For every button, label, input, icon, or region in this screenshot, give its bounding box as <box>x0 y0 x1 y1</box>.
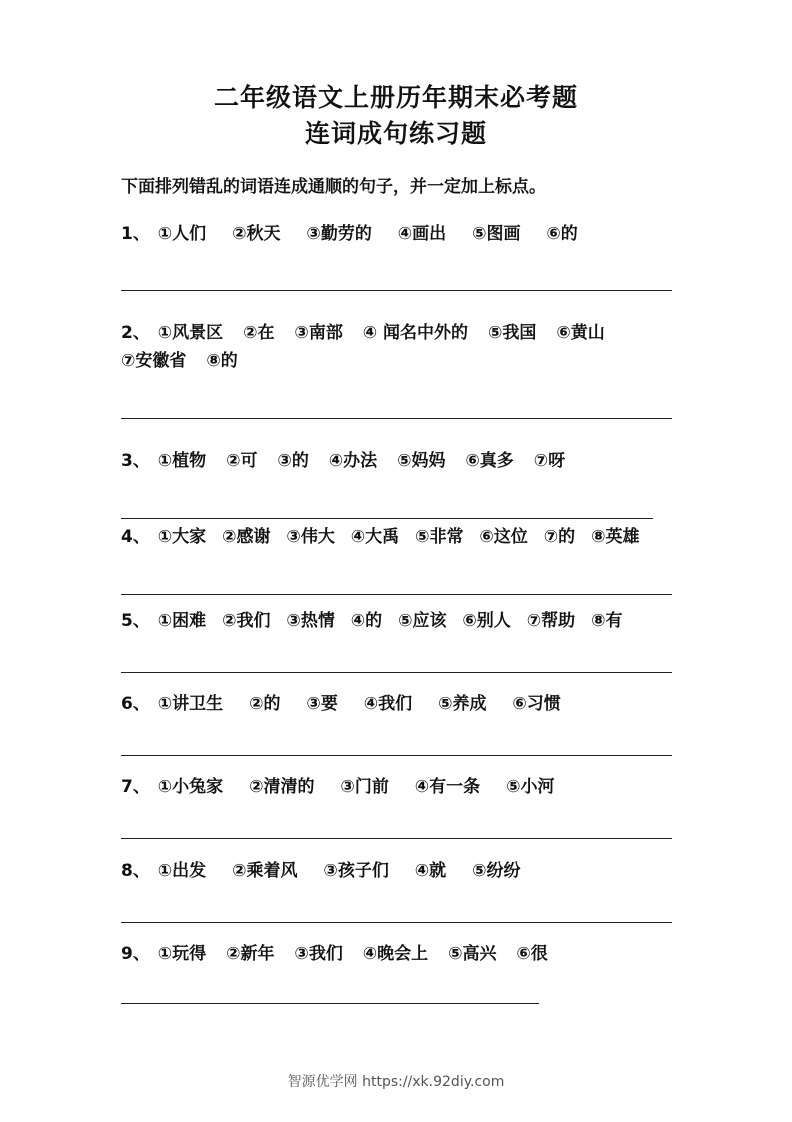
answer-line-1[interactable] <box>121 290 672 291</box>
word-item: ③南部 <box>294 323 343 343</box>
question-3 <box>121 447 681 475</box>
question-number: 8、 <box>121 861 150 881</box>
word-item: ⑤小河 <box>506 777 555 797</box>
word-item: ②可 <box>226 451 258 471</box>
question-number: 5、 <box>121 611 150 631</box>
word-item: ①植物 <box>157 451 207 471</box>
word-item: ②的 <box>249 694 281 714</box>
footer-watermark: 智源优学网 https://xk.92diy.com <box>287 1074 505 1090</box>
word-item: ④就 <box>414 861 447 881</box>
word-item: ②感谢 <box>222 527 271 547</box>
word-item: ②新年 <box>226 944 275 964</box>
word-item: ①小兔家 <box>157 777 224 797</box>
answer-line-4[interactable] <box>121 594 672 595</box>
word-item: ⑥这位 <box>479 527 528 547</box>
word-item: ④我们 <box>363 694 413 714</box>
word-item: ④的 <box>350 611 383 631</box>
question-7 <box>121 773 681 801</box>
word-item: ③热情 <box>286 611 335 631</box>
word-item: ⑥的 <box>546 224 578 244</box>
question-9 <box>121 940 681 968</box>
word-item: ⑧有 <box>591 611 623 631</box>
word-item: ①风景区 <box>157 323 224 343</box>
word-item: ②清清的 <box>249 777 315 797</box>
question-number: 3、 <box>121 451 150 471</box>
word-item: ④大禹 <box>350 527 400 547</box>
question-number: 2、 <box>121 323 150 343</box>
question-2 <box>121 319 681 375</box>
question-number: 6、 <box>121 694 150 714</box>
word-item: ①讲卫生 <box>157 694 224 714</box>
word-item: ①困难 <box>157 611 207 631</box>
question-4 <box>121 523 681 551</box>
word-item: ⑥别人 <box>462 611 511 631</box>
question-number: 7、 <box>121 777 150 797</box>
question-number: 9、 <box>121 944 150 964</box>
word-item: ②我们 <box>222 611 271 631</box>
word-item: ③的 <box>277 451 309 471</box>
word-item: ③要 <box>306 694 338 714</box>
word-item: ⑦安徽省 <box>121 351 187 371</box>
word-item: ⑥真多 <box>465 451 514 471</box>
question-5 <box>121 607 681 635</box>
question-1 <box>121 220 681 248</box>
word-item: ③我们 <box>294 944 343 964</box>
word-item: ①人们 <box>157 224 207 244</box>
word-item: ⑤纷纷 <box>472 861 521 881</box>
word-item: ③孩子们 <box>323 861 389 881</box>
word-item: ⑦呀 <box>533 451 566 471</box>
word-item: ④办法 <box>328 451 378 471</box>
word-item: ②在 <box>243 323 275 343</box>
word-item: ⑥黄山 <box>556 323 605 343</box>
word-item: ④画出 <box>397 224 447 244</box>
word-item: ⑤非常 <box>415 527 464 547</box>
answer-line-7[interactable] <box>121 838 672 839</box>
page-title: 二年级语文上册历年期末必考题 <box>213 83 578 112</box>
answer-line-3[interactable] <box>121 518 653 519</box>
question-8 <box>121 857 681 885</box>
answer-line-2[interactable] <box>121 418 672 419</box>
word-item: ④晚会上 <box>362 944 429 964</box>
word-item: ④ 闻名中外的 <box>362 323 469 343</box>
word-item: ⑤养成 <box>438 694 487 714</box>
word-item: ③勤劳的 <box>306 224 372 244</box>
page-subtitle: 连词成句练习题 <box>304 119 487 148</box>
question-number: 4、 <box>121 527 150 547</box>
word-item: ①出发 <box>157 861 207 881</box>
word-item: ⑤图画 <box>472 224 521 244</box>
answer-line-9[interactable] <box>121 1003 539 1004</box>
word-item: ⑦的 <box>543 527 576 547</box>
word-item: ①玩得 <box>157 944 207 964</box>
instruction-text: 下面排列错乱的词语连成通顺的句子，并一定加上标点。 <box>121 177 546 197</box>
word-item: ⑤我国 <box>487 323 537 343</box>
word-item: ①大家 <box>157 527 207 547</box>
answer-line-6[interactable] <box>121 755 672 756</box>
word-item: ②秋天 <box>232 224 281 244</box>
word-item: ⑤高兴 <box>448 944 497 964</box>
question-number: 1、 <box>121 224 150 244</box>
word-item: ⑦帮助 <box>526 611 576 631</box>
word-item: ⑤妈妈 <box>397 451 446 471</box>
word-item: ⑧英雄 <box>591 527 640 547</box>
word-item: ⑧的 <box>206 351 238 371</box>
word-item: ③门前 <box>340 777 389 797</box>
word-item: ③伟大 <box>286 527 335 547</box>
word-item: ⑥习惯 <box>512 694 561 714</box>
question-6 <box>121 690 681 718</box>
answer-line-5[interactable] <box>121 672 672 673</box>
word-item: ⑤应该 <box>398 611 447 631</box>
answer-line-8[interactable] <box>121 922 672 923</box>
word-item: ④有一条 <box>414 777 481 797</box>
word-item: ⑥很 <box>516 944 548 964</box>
word-item: ②乘着风 <box>232 861 298 881</box>
